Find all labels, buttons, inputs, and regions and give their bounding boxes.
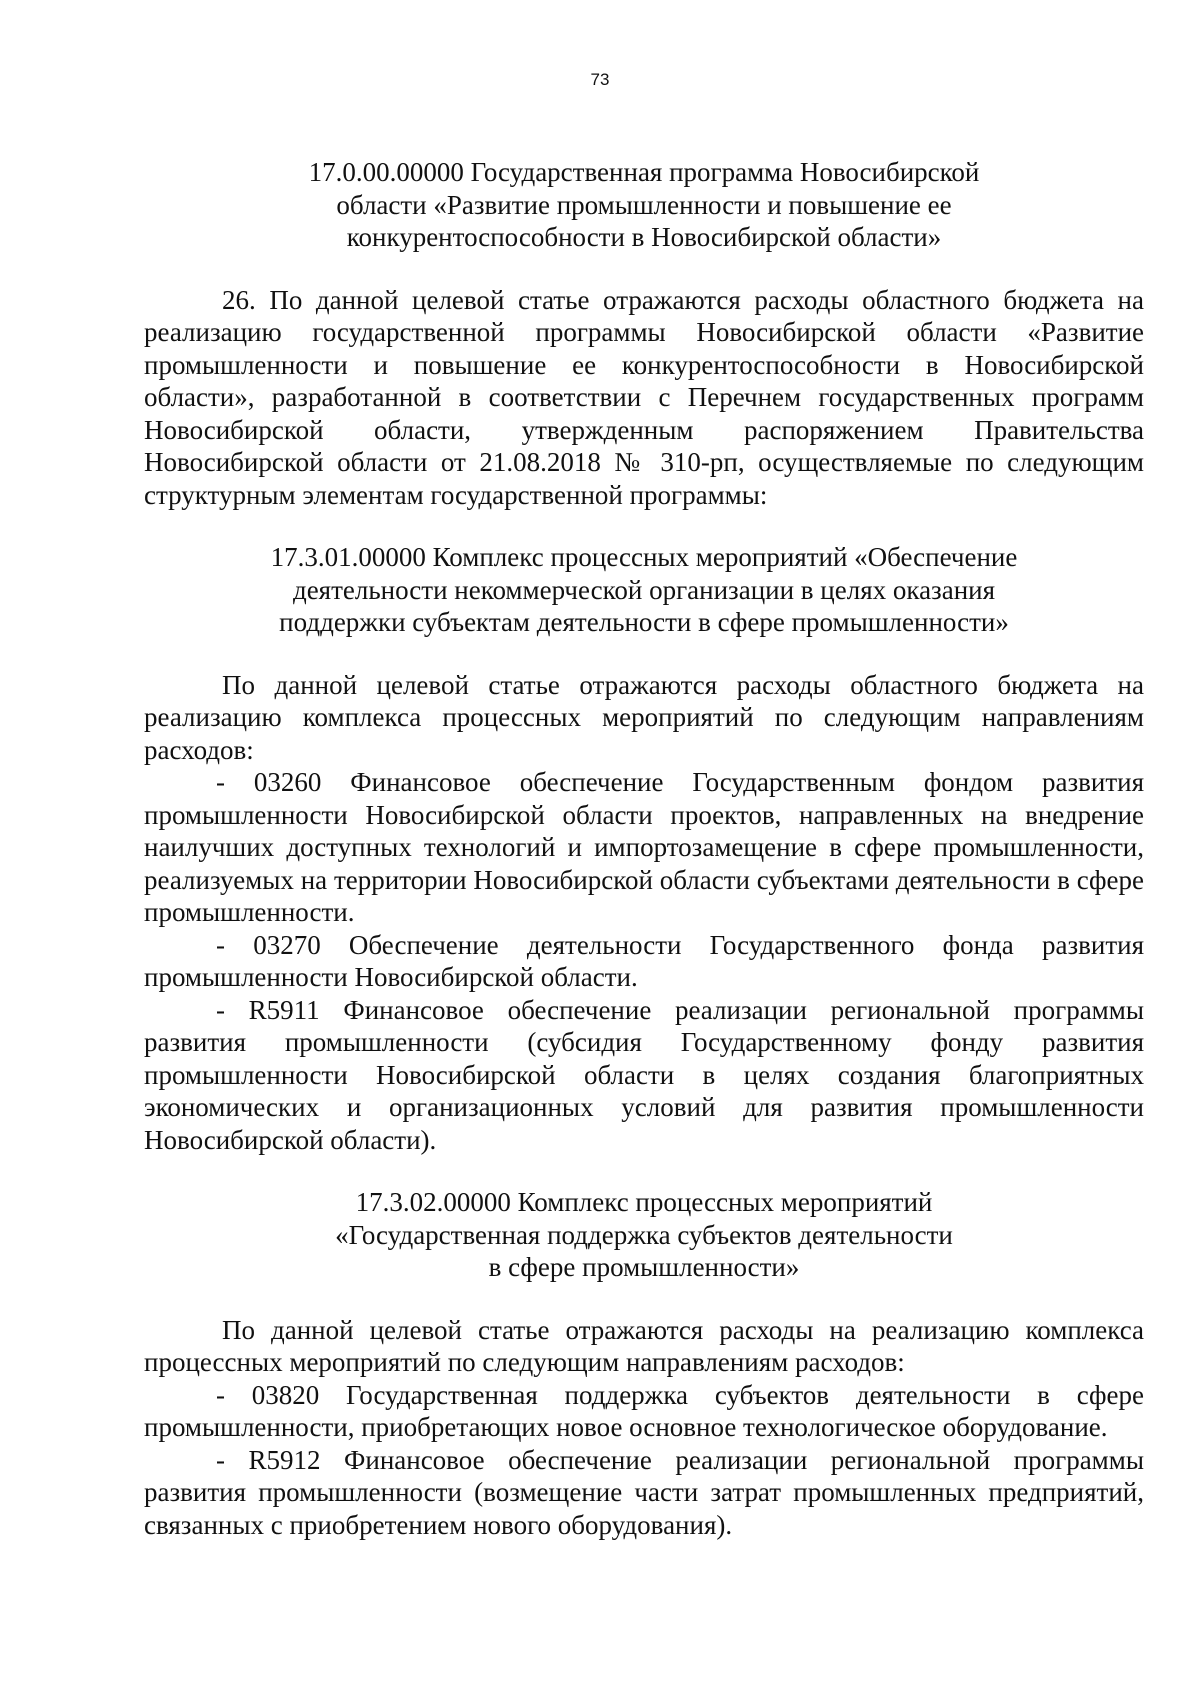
section1-item-03270: - 03270 Обеспечение деятельности Государственного фонда развития промышленности Новосибирской области. [144,929,1144,992]
document-body [144,156,1144,1541]
section1-item-r5911: - R5911 Финансовое обеспечение реализации региональной программы развития промышленности (субсидия Государственному фонду развития промышленности Новосибирской области в целях создания благоприятных экономических и организационных условий для развития промышленности Новосибирской области). [144,994,1144,1155]
section1-item-03260: - 03260 Финансовое обеспечение Государственным фондом развития промышленности Новосибирской области проектов, направленных на внедрение наилучших доступных технологий и импортозамещение в сфере промышленности, реализуемых на территории Новосибирской области субъектами деятельности в сфере промышленности. [144,767,1144,927]
section1-heading-line: 17.3.01.00000 Комплекс процессных мероприятий «Обеспечение [270,542,1018,572]
section2-item-03820: - 03820 Государственная поддержка субъектов деятельности в сфере промышленности, приобретающих новое основное технологическое оборудование. [144,1379,1144,1442]
page-number: 73 [590,70,610,89]
section2-paragraph: По данной целевой статье отражаются расходы на реализацию комплекса процессных мероприятий по следующим направлениям расходов: [144,1314,1144,1377]
section2-heading [144,1186,1144,1284]
section1-heading-line: поддержки субъектам деятельности в сфере промышленности» [279,607,1009,637]
program-heading [144,156,1144,254]
section1-heading [144,541,1144,639]
section1-heading-line: деятельности некоммерческой организации в целях оказания [292,574,996,605]
intro-paragraph: 26. По данной целевой статье отражаются расходы областного бюджета на реализацию государственной программы Новосибирской области «Развитие промышленности и повышение ее конкурентоспособности в Новосибирской области», разработанной в соответствии с Перечнем государственных программ Новосибирской области, утвержденным распоряжением Правительства Новосибирской области от 21.08.2018 № 310-рп, осуществляемые по следующим структурным элементам государственной программы: [144,284,1144,510]
section1-paragraph: По данной целевой статье отражаются расходы областного бюджета на реализацию комплекса процессных мероприятий по следующим направлениям расходов: [144,669,1144,765]
section2-heading-line: 17.3.02.00000 Комплекс процессных мероприятий [355,1187,933,1217]
program-heading-line: конкурентоспособности в Новосибирской области» [346,222,942,252]
section2-heading-line: «Государственная поддержка субъектов деятельности [335,1219,953,1250]
section2-heading-line: в сфере промышленности» [488,1252,800,1282]
section2-item-r5912: - R5912 Финансовое обеспечение реализации региональной программы развития промышленности (возмещение части затрат промышленных предприятий, связанных с приобретением нового оборудования). [144,1444,1144,1540]
program-heading-line: 17.0.00.00000 Государственная программа Новосибирской [308,157,980,187]
program-heading-line: области «Развитие промышленности и повышение ее [336,189,952,220]
